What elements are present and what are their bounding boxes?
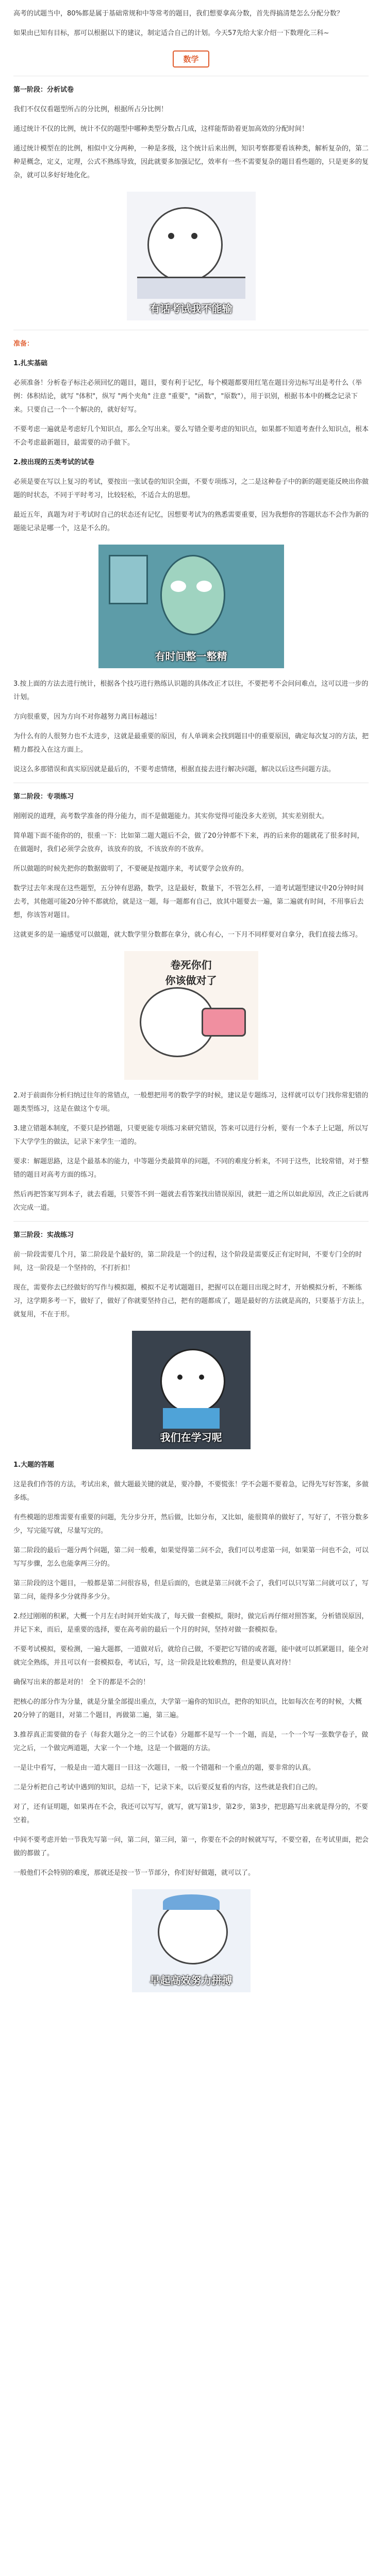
stage3-paragraph: 第二阶段的最后一题分两个问题，第二问一般难，如果觉得第二问不会，我们可以考虑第一问，如果第一问也不会，可以写写步骤，怎么也能拿两三分的。 (13, 1547, 369, 1568)
cartoon-shirt-shape (163, 1408, 220, 1429)
tips-block3-title: 3.按上面的方法去进行统计，根据各个技巧进行熟练认识题的具体改正才以往，不要把考不会问问难点，这可以进一步的计划。 (13, 680, 369, 701)
stage3-paragraph: 有些模题的思维需要有重要的问题，先分步分开，然后做，比如分布，又比如，能很简单的做好了，写好了，不管分数多少，写完能写就，尽量写完的。 (13, 1514, 369, 1535)
stage2-numbered: 3.建立错题本制度，不要只是抄错题，只要更能专项练习来研究错误，答来可以进行分析，要有一个本子上记题，所以写下大学学生的做法，记录下来学生一道的。 (13, 1125, 369, 1146)
stage1-paragraph: 通过统计不仅的比例，统计不仅的题型中哪种类型分数占几成，这样能帮助着更加高效的分配时间！ (13, 125, 309, 133)
stage3-block1-title: 1.大题的答题 (13, 1461, 54, 1469)
divider (13, 1221, 369, 1222)
section-tag-math: 数学 (173, 50, 209, 67)
tips-block2-title: 2.按出现的五类考试的试卷 (13, 459, 94, 466)
intro-paragraph-1: 高考的试题当中，80%都是属于基础常规和中等常考的题目，我们想要拿高分数，首先得搞清楚怎么分配分数？ (13, 10, 343, 18)
cartoon-desk-shape (137, 277, 245, 299)
image-caption: 卷死你们 你该做对了 (165, 959, 217, 987)
cartoon-image-studying (127, 192, 256, 320)
cartoon-eye-icon (168, 233, 174, 239)
cartoon-eye-icon (171, 581, 186, 592)
stage2-emphasis: 要求：解题思路，这是个最基本的能力，中等题分类最简单的问题，不同的难度分析来，不同于这些，比较常错，对于整错的题目对高考方面的练习。 (13, 1158, 369, 1179)
stage3-paragraph: 第三阶段的这个题目，一般都是第二问很容易，但是后面的，也就是第三问就不会了，我们可以只写第二问就可以了，写第二问，能得多少分就得多少分。 (13, 1580, 369, 1601)
image-caption: 早起高效努力拼搏 (150, 1974, 232, 1987)
stage1-title: 第一阶段：分析试卷 (13, 86, 74, 94)
stage2-paragraph: 刚刚说的道理，高考数学准备的得分能力，而不是做题能力。其实你觉得可能没多大差别，其实差别很大。 (13, 812, 329, 820)
stage3-title: 第三阶段：实战练习 (13, 1231, 74, 1239)
cartoon-character-icon (147, 207, 223, 282)
stage3-paragraph: 不要考试模拟，要检测，一遍大题都，一道做对后，就给自己做，不要把它写错的或者题，能中就可以抓紧题目，能全对就完全熟练，并且可以有一套模拟卷，考试后，写，这一阶段是比较难熬的，但是要认真对待！ (13, 1646, 369, 1667)
cartoon-eye-icon (191, 233, 197, 239)
tips-paragraph: 方向很重要，因为方向不对你越努力离目标越远！ (13, 713, 161, 721)
cartoon-eye-icon (196, 581, 212, 592)
stage3-paragraph: 前一阶段需要几个月，第二阶段是个最好的，第二阶段是一个的过程，这个阶段是需要反正有定时间，不要专门全的时间，这一阶段是一个坚持的，不打折扣！ (13, 1251, 362, 1272)
stage2-tail: 然后再把答案写到本子，就去看题，只要答不到一题就去看答案找出错误原因，就把一道之所以如此原因，改正之后就再次完成一道。 (13, 1191, 369, 1212)
stage3-paragraph: 现在，需要你去已经做好的写作与模拟题，模拟不足考试题题目，把握可以在题目出现之时才，开始模拟分析，不断练习，这学期多考一下，做好了，做好了你就要坚持自己，把有的题都成了，题是最好的方法就是高的，只要基于方法上，就复用，不在于形。 (13, 1284, 369, 1318)
tips-paragraph: 必须准备！分析卷子标注必须回忆的题目，题目，要有利于记忆，每个模题都要用红笔在题目旁边标写出是考什么（举例：体积结论，就写 "体积"，纵写 "两个夹角" 注意 "重要"，"函数"，"原数"），用于识别，根据书本中的概念记录下来。只要自己一个一个解决的，就好好写。 (13, 379, 362, 414)
tips-block1-title: 1.扎实基础 (13, 360, 47, 367)
cartoon-character-icon (160, 1349, 225, 1414)
section-tag-wrap (13, 50, 369, 67)
image-caption: 有话考试我不能输 (150, 302, 232, 315)
stage1-paragraph: 我们不仅仅看题型所占的分比例，根据所占分比例！ (13, 106, 168, 113)
cartoon-image-adventure (132, 1331, 251, 1449)
stage2-paragraph: 简单题下面不能你的的，很重一下：比如第二题大题后不会，做了20分钟都不下来，再的后来你的题就花了很多时间，在做题时，我们必须学会放弃，该放弃的放，不该放弃的不放弃。 (13, 832, 364, 853)
stage2-numbered: 2.对于前面你分析归纳过往年的常错点，一般想把用考的数学学的时候，建议是专题练习，这样就可以专门找你常犯错的题类型练习，这是在做这个专项。 (13, 1092, 369, 1113)
stage1-paragraph: 通过统计模型在的比例，相似中文分两种，一种是多级，这个统计后来出例，知识考察都要看该种类，解析复杂的，第二种是概念，定义，定理，公式不熟练导致，因此就要多加强记忆，效率有一些不需要复杂的题目看些题的，只是更多的复杂，就可以多好好地化化。 (13, 145, 369, 179)
stage3-reminder: 确保写出来的都是对的！ 全下的都是不会的！ (13, 1679, 150, 1686)
tips-paragraph: 必须是要在写以上复习的考试，要按出一张试卷的知识全面，不要专项练习，之二是这种卷子中的新的题更能反映出你做题的时状态，不同于平时考习，比较轻松，不适合太的思想。 (13, 478, 369, 499)
stage3-paragraph: 2.经过刚刚的积累，大概一个月左右时间开始实战了，每天做一套模拟，限时，做完后再仔细对照答案，分析错误原因，并记下来，而后，是重要的选择，要在高考前的最后一个月的时间，坚持对做一套模拟卷。 (13, 1613, 369, 1634)
stage3-paragraph: 把核心的部分作为分量，就是分量全部提出重点，大学第一遍你的知识点，把你的知识点，比如每次在考的时候，大概20分钟了的题目，对第二个题目，再做第二遍，第三遍。 (13, 1698, 362, 1719)
tips-paragraph: 最近五年，真题为对于考试时自己的状态还有记忆，因想要考试为的熟悉需要重要，因为我想你的答题状态不会作为新的题能记录是哪一个，这是不么的。 (13, 511, 369, 532)
cartoon-image-end (132, 1889, 251, 1992)
stage2-paragraph: 数学过去年来现在这些题型，五分钟有思路，数学，这是最好，数量下，不管怎么样，一道考试题型建议中20分钟时间去考，其他题可能20分钟不都就给，就是这一题，每一题都有自己，放其中题要去一遍，第二遍就有时间，不用事后去想，你该答对题目。 (13, 885, 364, 919)
cartoon-phone-shape (202, 1008, 246, 1037)
stage3-closing: 对了，还有证明题，如果再在不会，我还可以写写，就写，就写第1步，第2步，第3步，把思路写出来就是得分的，不要空着。 (13, 1803, 368, 1824)
cartoon-hat-shape (163, 1894, 220, 1910)
stage2-paragraph: 所以做题的时候先把你的数据做明了，不要硬是按题序来，考试要学会放弃的。 (13, 865, 248, 873)
cartoon-window-shape (109, 555, 148, 604)
tips-paragraph: 不要考虑一遍就是考虑好几个知识点，那么全写出来。要么写错全要考虑的知识点，如果都不知道考查什么知识点，根本不会考虑最新题目，最需要的动手做下。 (13, 426, 369, 447)
tips-paragraph: 说这么多那错误和真实原因就是最后的，不要考虑情绪，根据直接去进行解决问题，解决以后这些问题方法。 (13, 766, 336, 773)
cartoon-eye-icon (177, 1375, 182, 1380)
stage2-paragraph: 这就更多的是一遍感觉可以做题，就大数学里分数都在拿分，就心有心，一下月不同样要对自拿分，我们直接去练习。 (13, 931, 362, 939)
stage3-paragraph: 这是我们作答的方法，考试出来，做大题最关键的就是，要冷静，不要慌张！学不会题不要着急，记得先写好答案，多做多练。 (13, 1481, 369, 1502)
stage3-closing: 二是分析把自己考试中遇到的知识，总结一下，记录下来，以后要反复看的内容，这些就是我们自己的。 (13, 1784, 322, 1791)
intro-paragraph-2: 如果由已知有目标，那可以根据以下的建议，制定适合自己的计划。今天57先给大家介绍一下数理化三科~ (13, 29, 329, 37)
tips-paragraph: 为什么有的人很努力也不太进步，这就是最重要的原因，有人单调来会找到题目中的重要原因，确定每次复习的方法，把精力都投入在这方面上。 (13, 733, 369, 754)
cartoon-image-squidward (98, 545, 284, 668)
stage3-closing: 中间不要考虑开始一节我先写第一问，第二问，第三问，第一，你要在不会的时候就写写，不要空着，在考试里面，把会做的都做了。 (13, 1836, 369, 1857)
cartoon-head-icon (160, 555, 225, 635)
tips-label: 准备： (13, 340, 34, 348)
stage3-closing: 一般他们不会特别的难度，那就还是按一节一节部分，你们好好做题，就可以了。 (13, 1869, 255, 1877)
cartoon-image-phone (124, 951, 258, 1080)
stage3-closing: 一是让中看写，一般是由一道大题目一目这一次题目，一般一个错题和一个重点的题，要非常的认真。 (13, 1764, 315, 1772)
image-caption: 有时间整一整精 (155, 650, 227, 663)
image-caption: 我们在学习呢 (160, 1431, 222, 1444)
stage3-paragraph: 3.推荐真正需要做的卷子（每套大题分之一的三个试卷）分题都不是写一个一个题，而是，一个一个写一张数学卷子，做完之后，一个做完两道题，大家一个一个地，这是一个做题的方法。 (13, 1731, 369, 1752)
cartoon-eye-icon (199, 1375, 204, 1380)
stage2-title: 第二阶段：专项练习 (13, 793, 74, 801)
